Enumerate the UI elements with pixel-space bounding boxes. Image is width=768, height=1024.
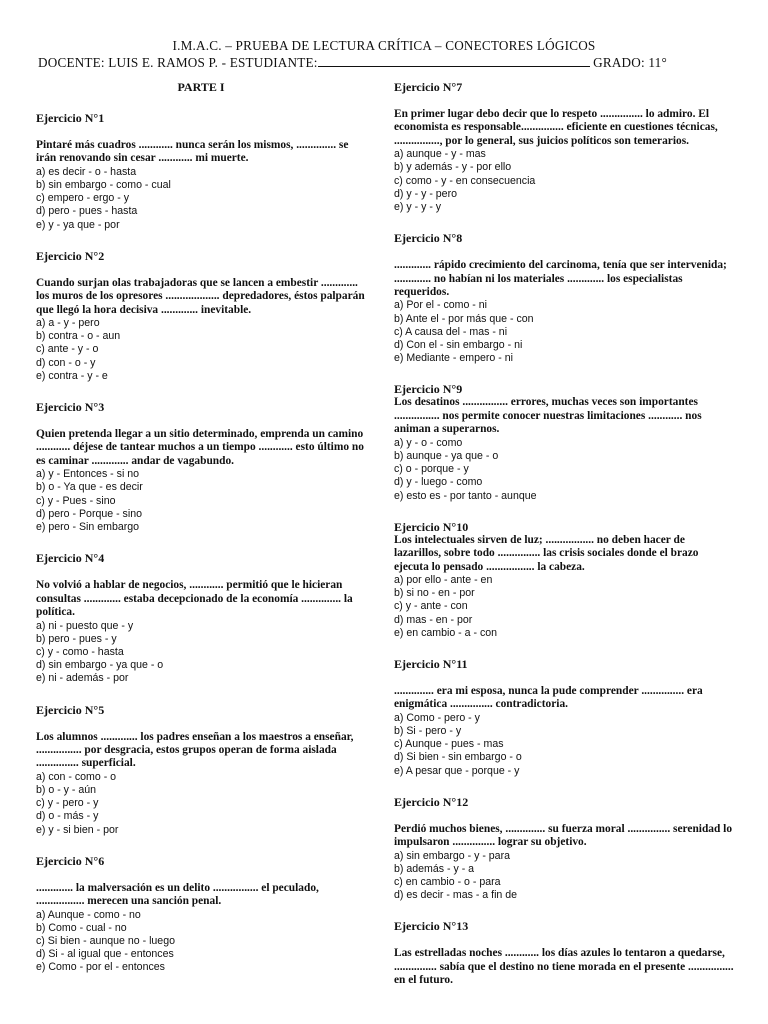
exercise-title: Ejercicio N°5 [36, 702, 105, 717]
answer-option: c) ante - y - o [36, 343, 99, 356]
answer-option: a) aunque - y - mas [394, 148, 486, 161]
answer-option: d) es decir - mas - a fin de [394, 889, 518, 902]
answer-option: d) pero - Porque - sino [36, 507, 142, 520]
answer-option: a) ni - puesto que - y [36, 619, 134, 632]
answer-option: c) y - Pues - sino [36, 494, 116, 507]
exercise [36, 703, 366, 837]
exercise [394, 520, 734, 640]
answer-option: b) o - y - aún [36, 783, 97, 796]
exercise-prompt: Perdió muchos bienes, .............. su fuerza moral ............... serenidad lo impulsaron ............... lograr su objetivo. [394, 822, 733, 849]
exercise [36, 551, 366, 685]
exercise-title: Ejercicio N°12 [394, 794, 469, 809]
option-list [394, 574, 734, 640]
exercise-title: Ejercicio N°10 [394, 519, 469, 534]
option-list [394, 148, 734, 214]
exercise-title: Ejercicio N°6 [36, 853, 105, 868]
exercise [394, 80, 734, 214]
answer-option: d) con - o - y [36, 356, 96, 369]
exercise-title: Ejercicio N°7 [394, 80, 463, 94]
exercise-prompt: Los desatinos ................ errores, muchas veces son importantes ................ nos permite conocer nuestras limitaciones ............ nos animan a superarnos. [394, 396, 702, 436]
answer-option: e) A pesar que - porque - y [394, 764, 520, 777]
answer-option: a) y - o - como [394, 436, 463, 449]
answer-option: e) contra - y - e [36, 369, 108, 382]
page-header [0, 38, 768, 71]
answer-option: d) o - más - y [36, 810, 99, 823]
exercise [36, 249, 366, 383]
exercise-prompt: ............. rápido crecimiento del carcinoma, tenía que ser intervenida; ............. no habían ni los materiales ............. los especialistas requeridos. [394, 259, 727, 299]
answer-option: b) sin embargo - como - cual [36, 179, 171, 192]
option-list [36, 771, 366, 837]
answer-option: e) Mediante - empero - ni [394, 352, 513, 365]
answer-option: b) aunque - ya que - o [394, 449, 499, 462]
exercise [394, 382, 734, 502]
answer-option: b) Como - cual - no [36, 921, 127, 934]
exercise-prompt: No volvió a hablar de negocios, ............ permitió que le hicieran consultas ............. estaba decepcionado de la economía .............. la política. [36, 579, 353, 619]
exercise [394, 231, 734, 365]
exercise-prompt: Los intelectuales sirven de luz; ................. no deben hacer de lazarillos, sobre todo ............... las crisis sociales donde el brazo ejecuta lo pensado ................. la cabeza. [394, 533, 699, 573]
exercise-prompt: Los alumnos ............. los padres enseñan a los maestros a enseñar, ................ por desgracia, estos grupos operan de forma aislada ............... superficial. [36, 730, 354, 770]
right-exercise-list [394, 80, 734, 988]
answer-option: e) y - ya que - por [36, 218, 120, 231]
exercise-prompt: Quien pretenda llegar a un sitio determinado, emprenda un camino ............ déjese de tantear muchos a un tiempo ............ esto último no es caminar ............. andar de vagabundo. [36, 428, 364, 467]
answer-option: c) en cambio - o - para [394, 875, 501, 888]
answer-option: d) y - y - pero [394, 187, 457, 200]
header-title: I.M.A.C. – PRUEBA DE LECTURA CRÍTICA – CONECTORES LÓGICOS [172, 38, 596, 53]
exercise-title: Ejercicio N°1 [36, 111, 105, 125]
option-list [394, 437, 734, 503]
right-column [394, 80, 734, 1005]
exercise-prompt: En primer lugar debo decir que lo respeto ............... lo admiro. El economista es responsable............... eficiente en cuestiones técnicas, ................, por lo general, sus juicios políticos son temerarios. [394, 108, 718, 147]
option-list [394, 299, 734, 365]
exercise-title: Ejercicio N°8 [394, 231, 463, 246]
answer-option: e) esto es - por tanto - aunque [394, 489, 537, 502]
answer-option: a) sin embargo - y - para [394, 849, 510, 862]
answer-option: a) Por el - como - ni [394, 299, 488, 312]
exercise-title: Ejercicio N°3 [36, 400, 105, 415]
answer-option: e) y - y - y [394, 201, 442, 214]
option-list [394, 712, 734, 778]
answer-option: c) y - pero - y [36, 797, 99, 810]
answer-option: a) por ello - ante - en [394, 573, 493, 586]
exercise-prompt: Pintaré más cuadros ............ nunca serán los mismos, .............. se irán renovando sin cesar ............ mi muerte. [36, 139, 349, 165]
header-info [0, 54, 768, 71]
answer-option: e) pero - Sin embargo [36, 521, 140, 534]
exercise [36, 854, 366, 975]
exercise [394, 919, 734, 987]
answer-option: e) en cambio - a - con [394, 626, 498, 639]
exercise-title: Ejercicio N°2 [36, 248, 105, 263]
answer-option: c) A causa del - mas - ni [394, 325, 508, 338]
exercise-title: Ejercicio N°4 [36, 551, 105, 566]
answer-option: c) Aunque - pues - mas [394, 738, 504, 751]
answer-option: a) con - como - o [36, 770, 117, 783]
exercise [394, 795, 734, 903]
answer-option: b) contra - o - aun [36, 330, 121, 343]
answer-option: c) Si bien - aunque no - luego [36, 934, 175, 947]
answer-option: c) como - y - en consecuencia [394, 174, 536, 187]
answer-option: a) Aunque - como - no [36, 908, 141, 921]
answer-option: d) Con el - sin embargo - ni [394, 339, 523, 352]
answer-option: a) y - Entonces - si no [36, 468, 140, 481]
exercise-title: Ejercicio N°13 [394, 919, 469, 934]
exercise [36, 400, 366, 534]
answer-option: b) y además - y - por ello [394, 161, 512, 174]
docente-label: DOCENTE: LUIS E. RAMOS P. - ESTUDIANTE: [38, 55, 318, 70]
option-list [394, 850, 734, 903]
answer-option: a) Como - pero - y [394, 711, 480, 724]
exercise-prompt: Cuando surjan olas trabajadoras que se lancen a embestir ............. los muros de los opresores ................... depredadores, éstos palparán que llegó la hora decisiva ............. inevitable. [36, 276, 365, 316]
answer-option: d) y - luego - como [394, 476, 483, 489]
exercise-prompt: Las estrelladas noches ............ los días azules lo tentaron a quedarse, ............... sabía que el destino no tiene morada en el presente ................ en el futuro. [394, 947, 734, 987]
exercise-prompt: ............. la malversación es un delito ................ el peculado, ................. merecen una sanción penal. [36, 881, 319, 908]
answer-option: d) Si bien - sin embargo - o [394, 751, 522, 764]
exercise-prompt: .............. era mi esposa, nunca la pude comprender ............... era enigmática ............... contradictoria. [394, 684, 703, 711]
answer-option: c) o - porque - y [394, 463, 469, 476]
left-column [36, 80, 366, 992]
answer-option: d) pero - pues - hasta [36, 205, 138, 218]
option-list [36, 909, 366, 975]
answer-option: b) si no - en - por [394, 587, 475, 600]
answer-option: c) y - ante - con [394, 600, 468, 613]
grado-label: GRADO: 11° [593, 55, 667, 70]
answer-option: d) mas - en - por [394, 613, 473, 626]
answer-option: c) y - como - hasta [36, 645, 124, 658]
answer-option: b) o - Ya que - es decir [36, 481, 143, 494]
option-list [36, 166, 366, 232]
answer-option: c) empero - ergo - y [36, 192, 130, 205]
left-exercise-list [36, 111, 366, 975]
answer-option: a) es decir - o - hasta [36, 165, 137, 178]
exercise-title: Ejercicio N°11 [394, 656, 468, 671]
option-list [36, 468, 366, 534]
exercise [36, 111, 366, 232]
answer-option: e) Como - por el - entonces [36, 961, 165, 974]
answer-option: a) a - y - pero [36, 317, 100, 330]
answer-option: e) y - si bien - por [36, 823, 119, 836]
answer-option: b) además - y - a [394, 862, 475, 875]
option-list [36, 317, 366, 383]
answer-option: b) Ante el - por más que - con [394, 312, 534, 325]
answer-option: d) Si - al igual que - entonces [36, 948, 174, 961]
student-name-line [318, 54, 590, 67]
answer-option: e) ni - además - por [36, 672, 129, 685]
answer-option: b) Si - pero - y [394, 724, 462, 737]
exercise-title: Ejercicio N°9 [394, 382, 463, 397]
answer-option: b) pero - pues - y [36, 632, 117, 645]
option-list [36, 620, 366, 686]
exercise [394, 657, 734, 778]
parte-heading: PARTE I [177, 80, 225, 94]
answer-option: d) sin embargo - ya que - o [36, 659, 164, 672]
